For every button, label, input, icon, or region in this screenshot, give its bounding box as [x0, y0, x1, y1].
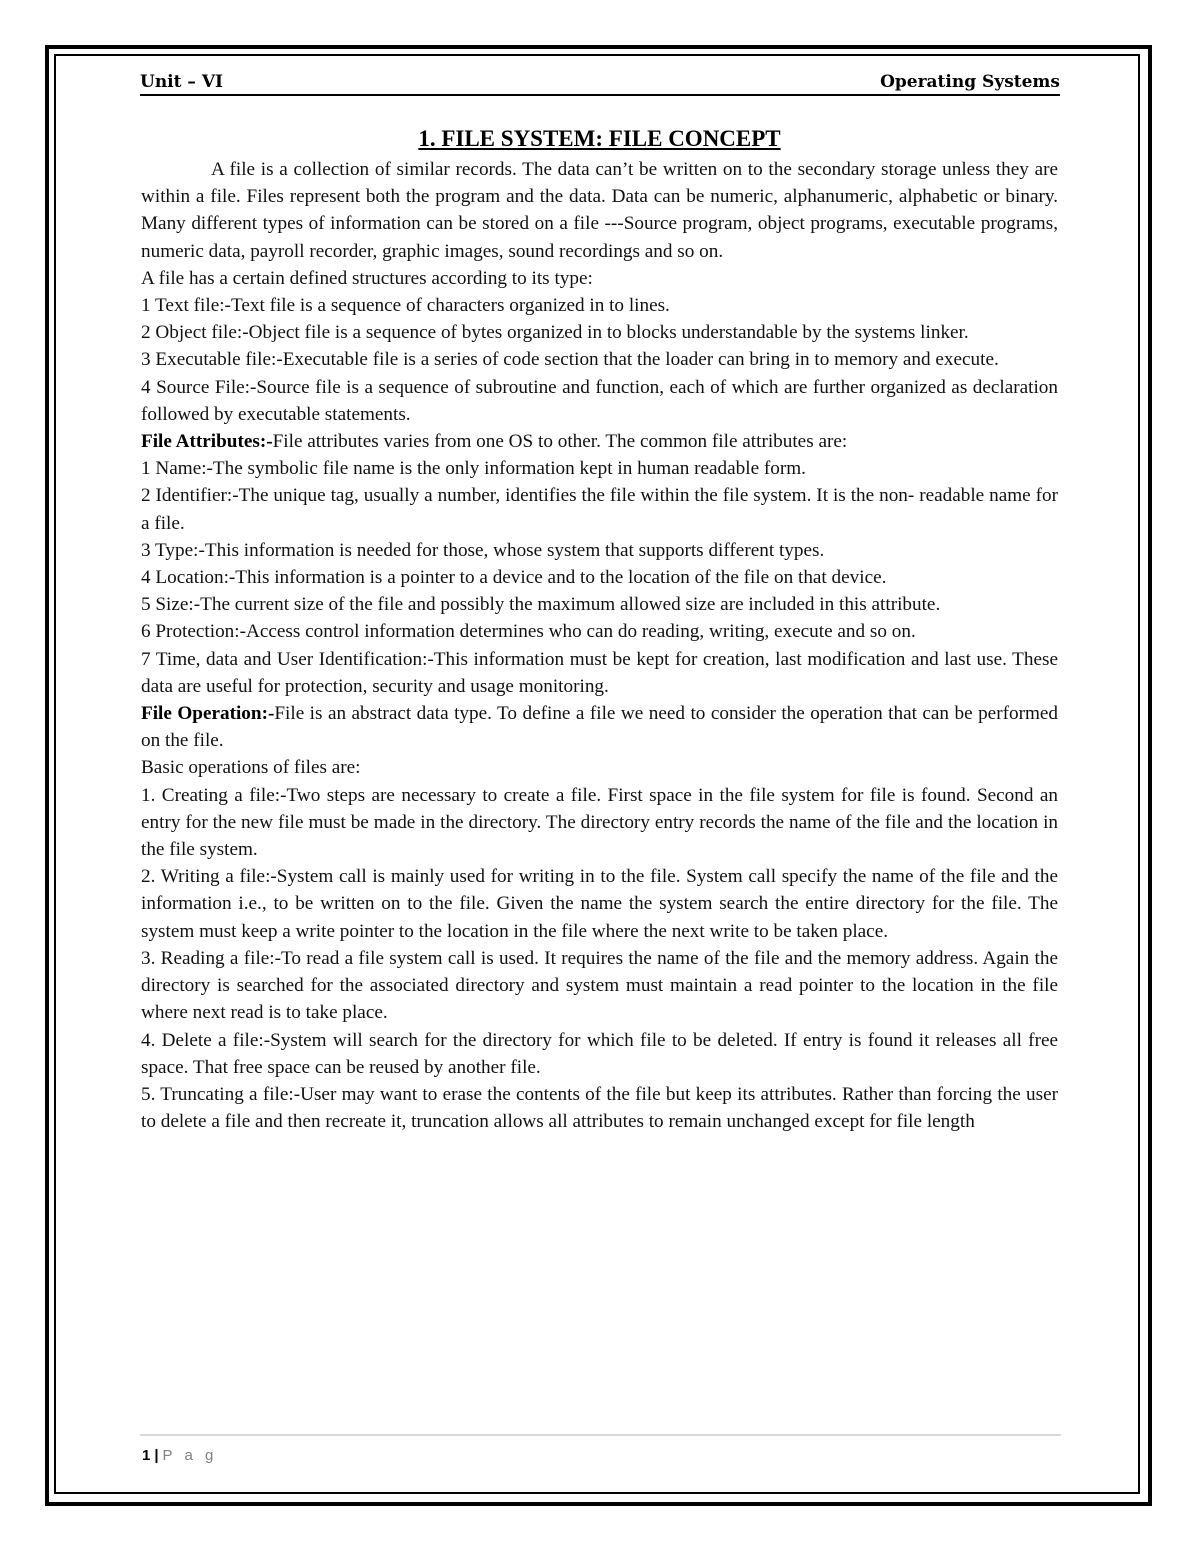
operation-truncate: 5. Truncating a file:-User may want to erase the contents of the file but keep its attributes. Rather than forcing the user to delete a file and then recreate it, truncation allows all attributes to remain unchanged except for file length: [141, 1083, 1058, 1133]
header-subject: Operating Systems: [880, 72, 1060, 92]
attributes-paragraph: [141, 428, 1058, 455]
page-header: [140, 72, 1060, 96]
operation-intro: File is an abstract data type. To define a file we need to consider the operation that can be performed on the file.: [141, 703, 1058, 752]
attribute-type: 3 Type:-This information is needed for those, whose system that supports different types.: [141, 539, 825, 561]
footer-divider: [140, 1434, 1061, 1436]
page-footer: [142, 1447, 217, 1464]
document-body: [141, 124, 1058, 1135]
file-type-source: 4 Source File:-Source file is a sequence of subroutine and function, each of which are further organized as declaration followed by executable statements.: [141, 376, 1058, 425]
file-type-executable: 3 Executable file:-Executable file is a series of code section that the loader can bring in to memory and execute.: [141, 349, 999, 371]
operation-heading: File Operation:-: [141, 703, 275, 725]
attributes-heading: File Attributes:-: [141, 431, 273, 453]
intro-paragraph: A file is a collection of similar records. The data can’t be written on to the secondary storage unless they are within a file. Files represent both the program and the data. Data can be numeric, alphanumeric, alphabetic or binary. Many different types of information can be stored on a file ---Source program, object programs, executable programs, numeric data, payroll recorder, graphic images, sound recordings and so on.: [141, 159, 1058, 262]
operation-delete: 4. Delete a file:-System will search for the directory for which file to be deleted. If entry is found it releases all free space. That free space can be reused by another file.: [141, 1029, 1058, 1078]
basic-operations-label: Basic operations of files are:: [141, 757, 361, 779]
page-number: 1: [142, 1447, 151, 1464]
attribute-protection: 6 Protection:-Access control information determines who can do reading, writing, execute and so on.: [141, 621, 916, 643]
header-unit: Unit – VI: [140, 72, 223, 92]
file-type-object: 2 Object file:-Object file is a sequence of bytes organized in to blocks understandable by the systems linker.: [141, 322, 969, 344]
structures-paragraph: A file has a certain defined structures according to its type:: [141, 267, 593, 289]
operation-write: 2. Writing a file:-System call is mainly used for writing in to the file. System call specify the name of the file and the information i.e., to be written on to the file. Given the name the system search the entire directory for the file. The system must keep a write pointer to the location in the file where the next write to be taken place.: [141, 866, 1058, 942]
file-type-text: 1 Text file:-Text file is a sequence of characters organized in to lines.: [141, 295, 670, 317]
footer-separator: |: [154, 1447, 159, 1464]
operation-paragraph: [141, 700, 1058, 754]
operation-create: 1. Creating a file:-Two steps are necessary to create a file. First space in the file system for file is found. Second an entry for the new file must be made in the directory. The directory entry records the name of the file and the location in the file system.: [141, 784, 1058, 861]
attribute-size: 5 Size:-The current size of the file and possibly the maximum allowed size are included in this attribute.: [141, 594, 941, 616]
attribute-time: 7 Time, data and User Identification:-This information must be kept for creation, last modification and last use. These data are useful for protection, security and usage monitoring.: [141, 648, 1058, 697]
attribute-identifier: 2 Identifier:-The unique tag, usually a number, identifies the file within the file system. It is the non- readable name for a file.: [141, 485, 1058, 534]
attribute-name: 1 Name:-The symbolic file name is the only information kept in human readable form.: [141, 458, 806, 480]
page-title: 1. FILE SYSTEM: FILE CONCEPT: [418, 126, 781, 151]
page-label: P a g: [162, 1447, 218, 1464]
attribute-location: 4 Location:-This information is a pointer to a device and to the location of the file on that device.: [141, 567, 887, 589]
operation-read: 3. Reading a file:-To read a file system call is used. It requires the name of the file and the memory address. Again the directory is searched for the associated directory and system must maintain a read pointer to the location in the file where next read is to take place.: [141, 947, 1058, 1024]
attributes-intro: File attributes varies from one OS to other. The common file attributes are:: [272, 431, 848, 453]
